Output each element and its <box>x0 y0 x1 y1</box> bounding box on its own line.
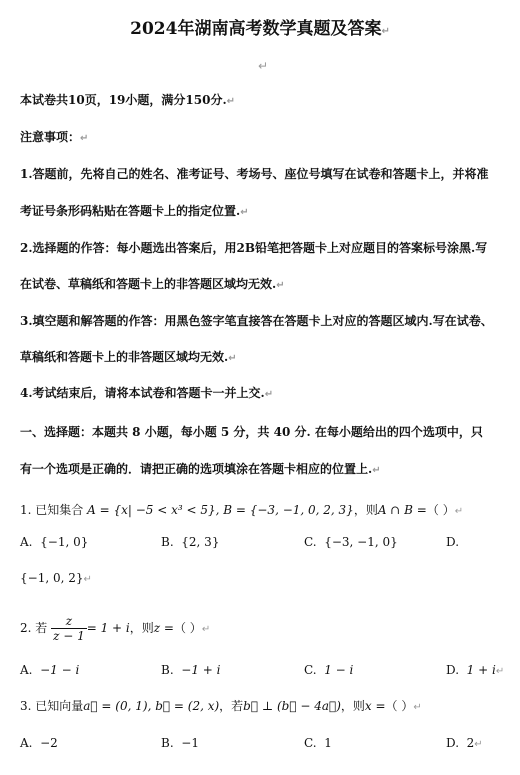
q1-option-d-value <box>20 570 92 588</box>
paragraph-mark-icon: ↵ <box>413 702 422 713</box>
paragraph-mark-icon: ↵ <box>264 389 274 400</box>
question-1-connector: ，则 <box>353 503 378 517</box>
question-1-prefix: 1. 已知集合 <box>20 503 84 517</box>
question-2-connector: ，则 <box>129 621 154 635</box>
option-label: D. <box>446 736 460 750</box>
option-value: {−1, 0} <box>40 535 89 549</box>
note-line: 2.选择题的作答：每小题选出答案后，用2B铅笔把答题卡上对应题目的答案标号涂黑.写 <box>20 241 488 255</box>
paragraph-mark-icon: ↵ <box>240 207 249 218</box>
question-1-answer-blank: （ ） <box>426 503 455 517</box>
q1-option-b <box>161 534 219 550</box>
question-3 <box>20 698 422 716</box>
question-2-answer-blank: （ ） <box>173 621 202 635</box>
paragraph-mark-icon: ↵ <box>228 353 237 364</box>
paragraph-mark-icon: ↵ <box>83 574 92 585</box>
option-value: {−3, −1, 0} <box>324 535 398 549</box>
q3-option-a <box>20 735 58 751</box>
document-title <box>0 18 520 43</box>
section-heading-line: 一、选择题：本题共 8 小题，每小题 5 分，共 40 分. 在每小题给出的四个选项中，只 <box>20 425 483 439</box>
q3-option-c <box>304 735 332 751</box>
question-3-expression: x = <box>364 699 386 713</box>
option-label: A. <box>20 663 33 677</box>
option-label: C. <box>304 535 317 549</box>
option-value: 2 <box>466 736 475 750</box>
fraction-numerator: z <box>51 614 87 629</box>
paragraph-mark-icon: ↵ <box>258 59 269 73</box>
intro-line <box>20 92 235 110</box>
question-2-expression: z = <box>153 621 174 635</box>
q1-option-c <box>304 534 398 550</box>
paragraph-mark-icon: ↵ <box>226 96 236 107</box>
option-value: −2 <box>40 736 58 750</box>
option-value: {2, 3} <box>181 535 220 549</box>
q3-option-d <box>446 735 483 753</box>
question-2 <box>20 614 210 644</box>
note-line <box>20 276 285 294</box>
option-label: A. <box>20 736 33 750</box>
option-value: −1 + i <box>181 663 221 677</box>
fraction-denominator: z − 1 <box>53 629 85 643</box>
q3-option-b <box>161 735 199 751</box>
option-value: 1 + i <box>466 663 496 677</box>
note-line: 1.答题前，先将自己的姓名、准考证号、考场号、座位号填写在试卷和答题卡上，并将准 <box>20 167 489 181</box>
option-label: B. <box>161 736 174 750</box>
option-label: D. <box>446 535 460 549</box>
option-label: C. <box>304 663 317 677</box>
title-text: 2024年湖南高考数学真题及答案 <box>130 19 382 39</box>
note-text: 草稿纸和答题卡上的非答题区域均无效. <box>20 350 229 364</box>
paragraph-mark-icon: ↵ <box>80 133 89 144</box>
question-3-condition: b⃗ ⊥ (b⃗ − 4a⃗) <box>243 699 341 713</box>
option-value: −1 <box>181 736 199 750</box>
q1-option-d <box>446 534 459 550</box>
note-text: 4.考试结束后，请将本试卷和答题卡一并上交. <box>20 386 265 400</box>
paragraph-mark-icon: ↵ <box>201 624 211 635</box>
paragraph-mark-icon: ↵ <box>495 666 505 677</box>
option-label: C. <box>304 736 317 750</box>
paragraph-mark-icon: ↵ <box>381 26 390 37</box>
section-heading-line <box>20 461 381 479</box>
notice-heading <box>20 129 88 147</box>
q2-option-a <box>20 662 79 678</box>
q2-option-c <box>304 662 353 678</box>
question-2-fraction <box>51 614 87 643</box>
intro-text: 本试卷共10页，19小题，满分150分. <box>20 93 227 107</box>
paragraph-mark-icon: ↵ <box>474 739 483 750</box>
option-label: B. <box>161 535 174 549</box>
question-3-connector: ，则 <box>340 699 365 713</box>
note-line <box>20 385 273 403</box>
note-text: 在试卷、草稿纸和答题卡上的非答题区域均无效. <box>20 277 277 291</box>
option-value: 1 <box>324 736 332 750</box>
question-3-connector: ，若 <box>219 699 244 713</box>
question-1-sets: A = {x| −5 < x³ < 5}, B = {−3, −1, 0, 2, 3} <box>87 503 354 517</box>
q2-option-d <box>446 662 504 680</box>
option-value: {−1, 0, 2} <box>20 571 84 585</box>
option-value: −1 − i <box>40 663 80 677</box>
notice-heading-text: 注意事项： <box>20 130 81 144</box>
question-1-expression: A ∩ B = <box>377 503 427 517</box>
question-2-rhs: = 1 + i <box>86 621 130 635</box>
paragraph-mark-icon: ↵ <box>372 465 381 476</box>
option-value: 1 − i <box>324 663 354 677</box>
paragraph-mark-icon: ↵ <box>276 280 285 291</box>
paragraph-mark-icon: ↵ <box>454 506 464 517</box>
question-2-prefix: 2. 若 <box>20 621 48 635</box>
q2-option-b <box>161 662 221 678</box>
question-1 <box>20 502 463 520</box>
question-3-vectors: a⃗ = (0, 1), b⃗ = (2, x) <box>83 699 220 713</box>
note-line <box>20 349 237 367</box>
question-3-answer-blank: （ ） <box>385 699 414 713</box>
q1-option-a <box>20 534 88 550</box>
note-text: 考证号条形码粘贴在答题卡上的指定位置. <box>20 204 241 218</box>
option-label: B. <box>161 663 174 677</box>
note-line: 3.填空题和解答题的作答：用黑色签字笔直接答在答题卡上对应的答题区域内.写在试卷、 <box>20 314 493 328</box>
option-label: A. <box>20 535 33 549</box>
note-line <box>20 203 249 221</box>
question-3-prefix: 3. 已知向量 <box>20 699 84 713</box>
section-text: 有一个选项是正确的．请把正确的选项填涂在答题卡相应的位置上. <box>20 462 373 476</box>
option-label: D. <box>446 663 460 677</box>
